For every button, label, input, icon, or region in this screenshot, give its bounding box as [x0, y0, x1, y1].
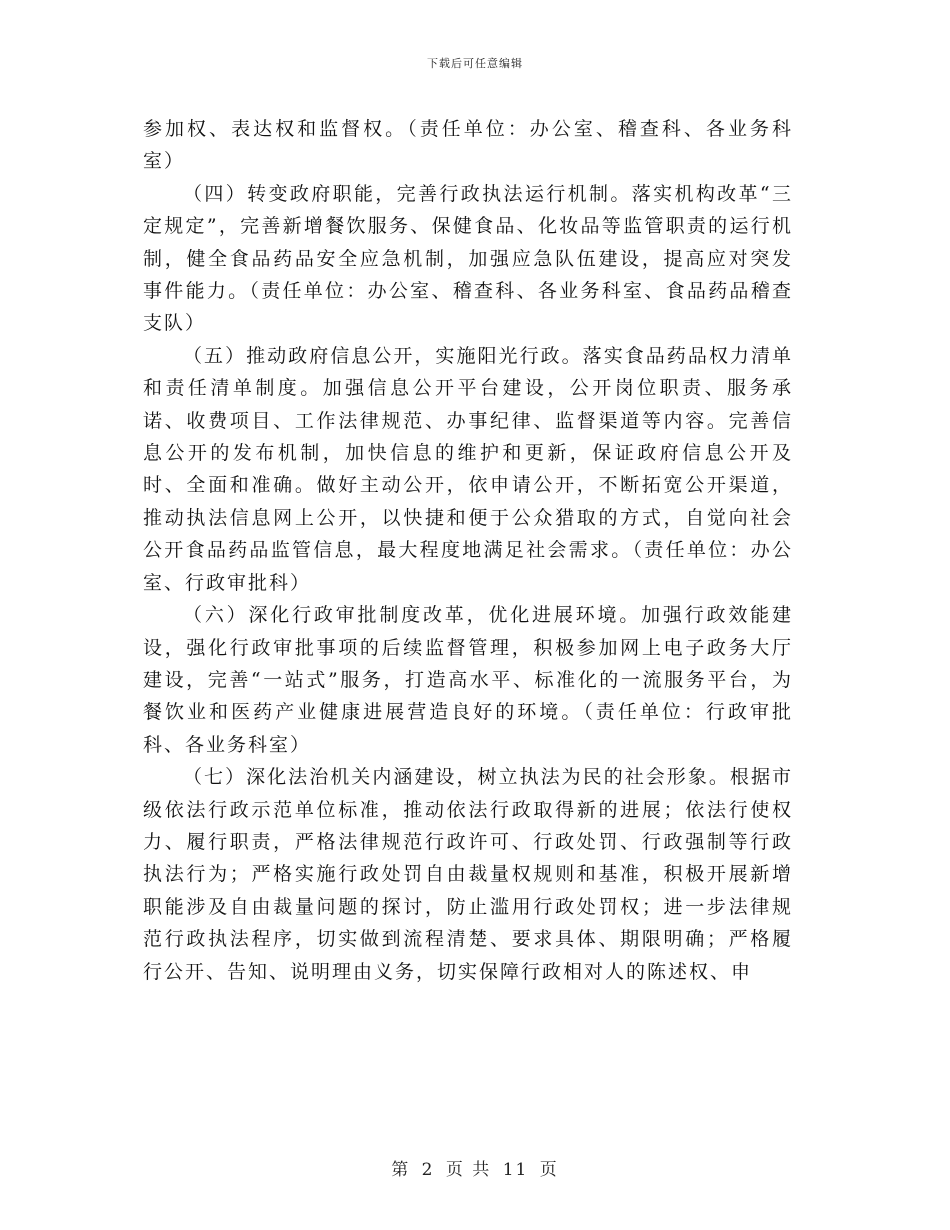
footer-suffix: 页 — [539, 1160, 559, 1180]
page-footer — [0, 1155, 950, 1180]
paragraph-section-4: （四）转变政府职能，完善行政执法运行机制。落实机构改革“三定规定”，完善新增餐饮服务、保健食品、化妆品等监管职责的运行机制，健全食品药品安全应急机制，加强应急队伍建设，提高应对突发事件能力。（责任单位：办公室、稽查科、各业务科室、食品药品稽查支队） — [143, 182, 793, 335]
footer-prefix: 第 — [391, 1160, 411, 1180]
paragraph-section-6: （六）深化行政审批制度改革，优化进展环境。加强行政效能建设，强化行政审批事项的后续监督管理，积极参加网上电子政务大厅建设，完善“一站式”服务，打造高水平、标准化的一流服务平台，为餐饮业和医药产业健康进展营造良好的环境。（责任单位：行政审批科、各业务科室） — [143, 604, 793, 756]
page-header — [0, 55, 950, 71]
paragraph-section-7: （七）深化法治机关内涵建设，树立执法为民的社会形象。根据市级依法行政示范单位标准，推动依法行政取得新的进展；依法行使权力、履行职责，严格法律规范行政许可、行政处罚、行政强制等行政执法行为；严格实施行政处罚自由裁量权规则和基准，积极开展新增职能涉及自由裁量问题的探讨，防止滥用行政处罚权；进一步法律规范行政执法程序，切实做到流程清楚、要求具体、期限明确；严格履行公开、告知、说明理由义务，切实保障行政相对人的陈述权、申 — [143, 766, 793, 983]
document-body — [143, 113, 793, 988]
page-number: 2 — [421, 1160, 435, 1180]
header-note: 下载后可任意编辑 — [427, 57, 523, 70]
footer-mid: 页 共 — [445, 1160, 492, 1180]
total-pages: 11 — [502, 1160, 529, 1180]
paragraph-continuation: 参加权、表达权和监督权。（责任单位：办公室、稽查科、各业务科室） — [143, 118, 793, 173]
paragraph-section-5: （五）推动政府信息公开，实施阳光行政。落实食品药品权力清单和责任清单制度。加强信息公开平台建设，公开岗位职责、服务承诺、收费项目、工作法律规范、办事纪律、监督渠道等内容。完善信息公开的发布机制，加快信息的维护和更新，保证政府信息公开及时、全面和准确。做好主动公开，依申请公开，不断拓宽公开渠道，推动执法信息网上公开，以快捷和便于公众猎取的方式，自觉向社会公开食品药品监管信息，最大程度地满足社会需求。（责任单位：办公室、行政审批科） — [143, 344, 793, 594]
